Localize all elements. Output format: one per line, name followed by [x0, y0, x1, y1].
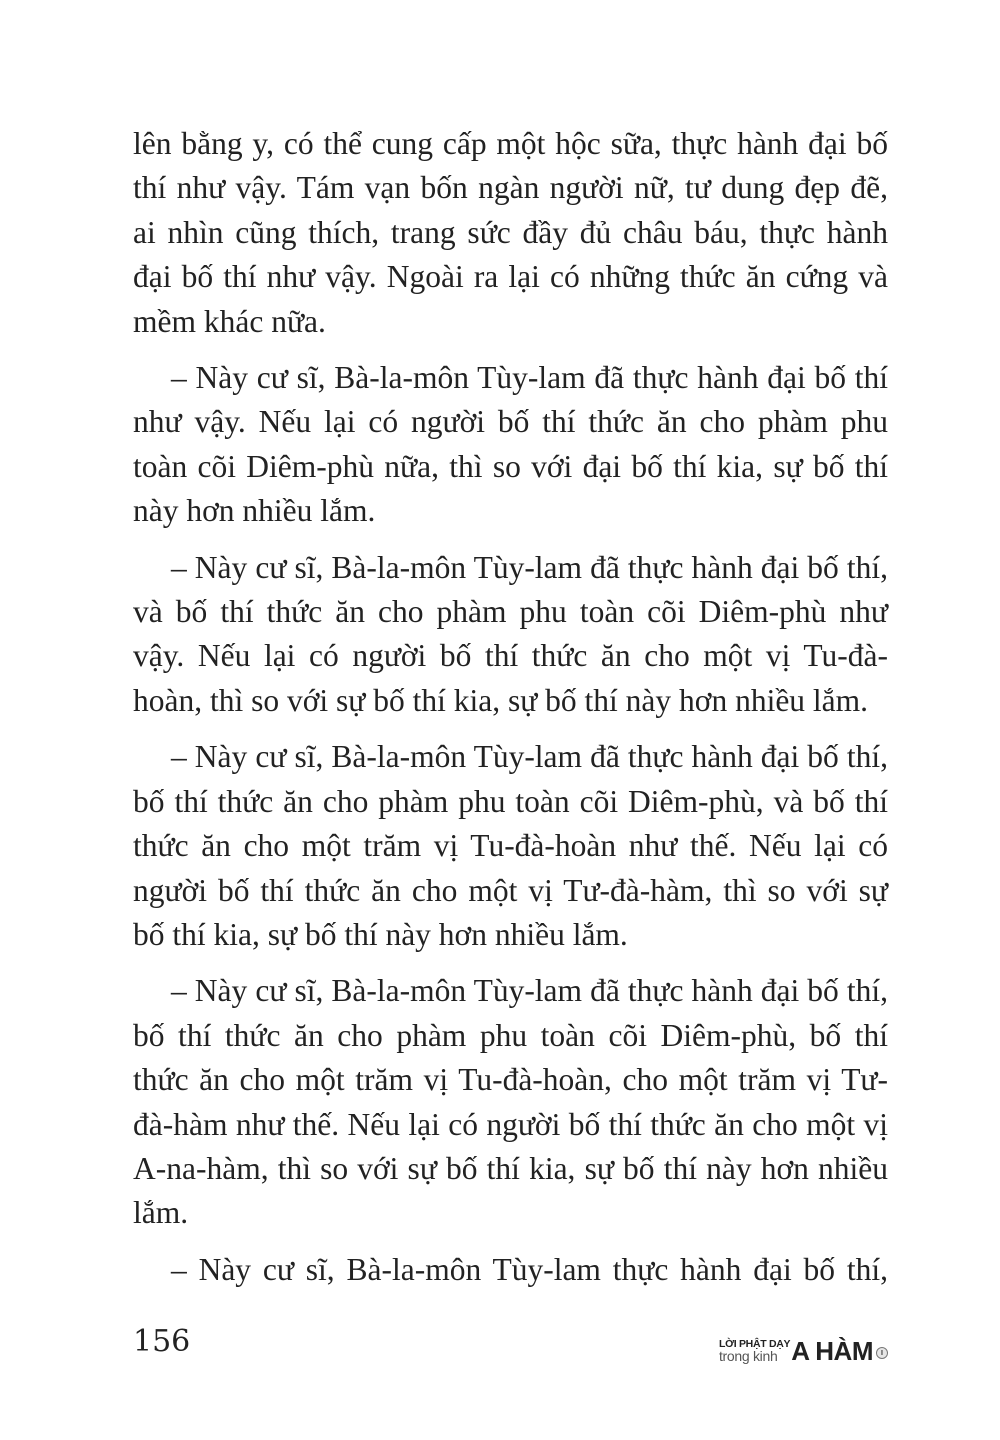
series-line-2: trong kinh	[718, 1348, 778, 1364]
paragraph-2: – Này cư sĩ, Bà-la-môn Tùy-lam đã thực hành đại bố thí như vậy. Nếu lại có người bố thí thức ăn cho phàm phu toàn cõi Diêm-phù nữa, thì so với đại bố thí kia, sự bố thí này hơn nhiều lắm.	[133, 360, 888, 529]
page-number: 156	[133, 1324, 191, 1359]
paragraph-1: lên bằng y, có thể cung cấp một hộc sữa, thực hành đại bố thí như vậy. Tám vạn bốn ngàn người nữ, tư dung đẹp đẽ, ai nhìn cũng thích, trang sức đầy đủ châu báu, thực hành đại bố thí như vậy. Ngoài ra lại có những thức ăn cứng và mềm khác nữa.	[133, 126, 888, 339]
series-title-small	[719, 1339, 790, 1363]
series-line-1: LỜI PHẬT DẠY	[718, 1338, 791, 1350]
paragraph-3: – Này cư sĩ, Bà-la-môn Tùy-lam đã thực hành đại bố thí, và bố thí thức ăn cho phàm phu toàn cõi Diêm-phù như vậy. Nếu lại có người bố thí thức ăn cho một vị Tu-đà-hoàn, thì so với sự bố thí kia, sự bố thí này hơn nhiều lắm.	[133, 549, 888, 718]
paragraph-6: – Này cư sĩ, Bà-la-môn Tùy-lam thực hành đại bố thí,	[171, 1251, 888, 1287]
series-title-big: A HÀM	[791, 1336, 873, 1366]
paragraph-4: – Này cư sĩ, Bà-la-môn Tùy-lam đã thực hành đại bố thí, bố thí thức ăn cho phàm phu toàn cõi Diêm-phù, và bố thí thức ăn cho một trăm vị Tu-đà-hoàn như thế. Nếu lại có người bố thí thức ăn cho một vị Tư-đà-hàm, thì so với sự bố thí kia, sự bố thí này hơn nhiều lắm.	[133, 739, 888, 952]
volume-badge-icon: I	[876, 1347, 888, 1359]
paragraph-5: – Này cư sĩ, Bà-la-môn Tùy-lam đã thực hành đại bố thí, bố thí thức ăn cho phàm phu toàn cõi Diêm-phù, bố thí thức ăn cho một trăm vị Tu-đà-hoàn, cho một trăm vị Tư-đà-hàm như thế. Nếu lại có người bố thí thức ăn cho một vị A-na-hàm, thì so với sự bố thí kia, sự bố thí này hơn nhiều lắm.	[133, 973, 888, 1231]
running-footer-book-title	[718, 1331, 888, 1366]
body-text	[133, 122, 888, 1304]
